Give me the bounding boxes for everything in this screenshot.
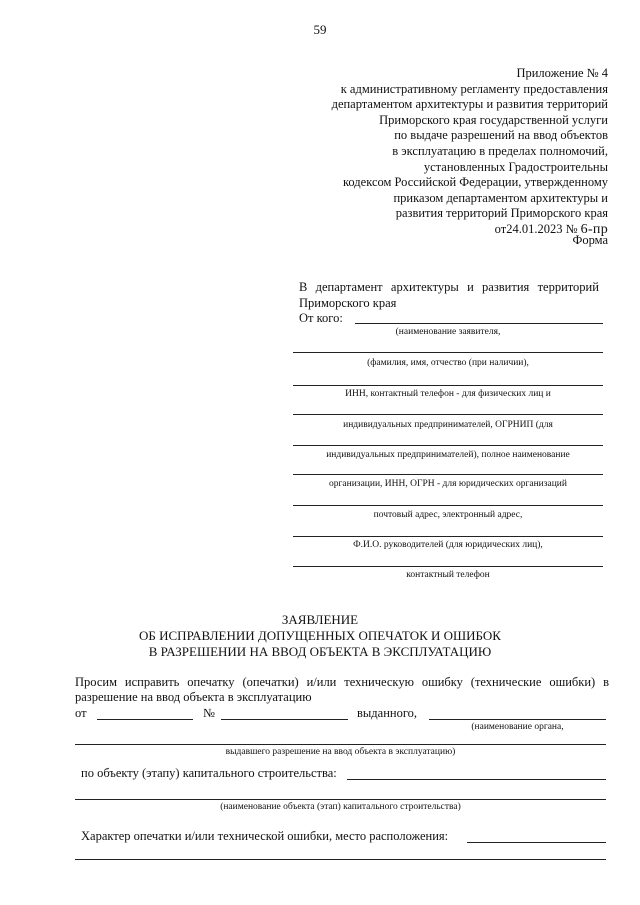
addressee-line1 [299, 279, 599, 295]
request-word: техническую [344, 675, 414, 689]
addressee-word: территорий [537, 280, 599, 294]
from-label: От кого: [299, 311, 343, 325]
title-line1: ЗАЯВЛЕНИЕ [281, 612, 359, 627]
order-date-number [208, 222, 608, 238]
caption-object: (наименование объекта (этап) капитального строительства) [220, 802, 461, 812]
appendix-line: развития территорий Приморского края [395, 206, 608, 221]
from-date-label: от [75, 706, 87, 720]
request-word: Просим [75, 675, 117, 689]
addressee-line2: Приморского края [299, 296, 397, 310]
issuer-field[interactable] [429, 719, 606, 720]
title-line3: В РАЗРЕШЕНИИ НА ВВОД ОБЪЕКТА В ЭКСПЛУАТАЦИЮ [148, 644, 492, 659]
request-word: исправить [124, 675, 180, 689]
page-number: 59 [313, 22, 327, 37]
appendix-line: кодексом Российской Федерации, утвержденному [342, 175, 608, 190]
caption-fullname: (фамилия, имя, отчество (при наличии), [367, 358, 529, 368]
form-label: Форма [572, 233, 608, 247]
caption-phone: контактный телефон [406, 570, 490, 580]
applicant-name-field[interactable] [355, 323, 603, 324]
document-title [0, 612, 640, 660]
permit-number-field[interactable] [221, 719, 348, 720]
appendix-line: по выдаче разрешений на ввод объектов [394, 128, 608, 143]
permit-date-field[interactable] [97, 719, 193, 720]
addressee-word: В [299, 280, 308, 294]
caption-applicant-name: (наименование заявителя, [395, 327, 501, 337]
addressee-word: департамент [315, 280, 383, 294]
appendix-line: Приморского края государственной услуги [379, 112, 608, 127]
applicant-ogrnip-field[interactable] [293, 414, 603, 415]
error-label: Характер опечатки и/или технической ошибки, место расположения: [81, 829, 449, 843]
issued-label: выданного, [357, 706, 418, 720]
applicant-org-field[interactable] [293, 445, 603, 446]
caption-director: Ф.И.О. руководителей (для юридических лиц), [353, 540, 543, 550]
addressee-word: развития [482, 280, 530, 294]
appendix-line: департаментом архитектуры и развития территорий [331, 97, 608, 112]
request-word: ошибки) [549, 675, 596, 689]
applicant-address-field[interactable] [293, 505, 603, 506]
request-line1 [75, 675, 609, 690]
caption-ogrnip: индивидуальных предпринимателей, ОГРНИП (для [343, 420, 553, 430]
number-prefix: № [565, 221, 578, 236]
issuer-field-2[interactable] [75, 744, 606, 745]
appendix-line: к административному регламенту предоставления [340, 81, 608, 96]
request-line2: разрешение на ввод объекта в эксплуатацию [75, 690, 312, 704]
appendix-line: в эксплуатацию в пределах полномочий, [392, 143, 608, 158]
error-field[interactable] [467, 842, 606, 843]
request-word: ошибку [421, 675, 463, 689]
request-word: опечатку [187, 675, 235, 689]
order-date: 24.01.2023 [506, 221, 563, 236]
request-word: в [603, 675, 609, 689]
object-label: по объекту (этапу) капитального строительства: [81, 766, 337, 780]
addressee-word: архитектуры [390, 280, 459, 294]
addressee-block [299, 279, 599, 311]
request-word: (опечатки) [242, 675, 299, 689]
appendix-header [208, 66, 608, 238]
applicant-org-inn-field[interactable] [293, 474, 603, 475]
applicant-phone-field[interactable] [293, 566, 603, 567]
caption-org-inn: организации, ИНН, ОГРН - для юридических организаций [329, 479, 567, 489]
error-field-2[interactable] [75, 859, 606, 860]
caption-address: почтовый адрес, электронный адрес, [373, 510, 523, 520]
applicant-director-field[interactable] [293, 536, 603, 537]
request-word: и/или [306, 675, 337, 689]
caption-full-name: индивидуальных предпринимателей), полное наименование [326, 450, 570, 460]
object-field[interactable] [347, 779, 606, 780]
applicant-fullname-field[interactable] [293, 352, 603, 353]
object-field-2[interactable] [75, 799, 606, 800]
caption-issuer: (наименование органа, [471, 722, 564, 732]
caption-inn-individuals: ИНН, контактный телефон - для физических лиц и [345, 389, 551, 399]
permit-number-label: № [203, 706, 215, 720]
date-prefix: от [494, 221, 507, 236]
order-number: 6-пр [580, 221, 608, 237]
appendix-line: приказом департаментом архитектуры и [393, 190, 608, 205]
addressee-word: и [467, 280, 474, 294]
appendix-line: установленных Градостроительны [423, 159, 608, 174]
title-line2: ОБ ИСПРАВЛЕНИИ ДОПУЩЕННЫХ ОПЕЧАТОК И ОШИБОК [139, 628, 501, 643]
appendix-line: Приложение № 4 [516, 66, 608, 80]
applicant-inn-field[interactable] [293, 385, 603, 386]
caption-issuer-2: выдавшего разрешение на ввод объекта в эксплуатацию) [225, 747, 456, 757]
request-word: (технические [470, 675, 542, 689]
